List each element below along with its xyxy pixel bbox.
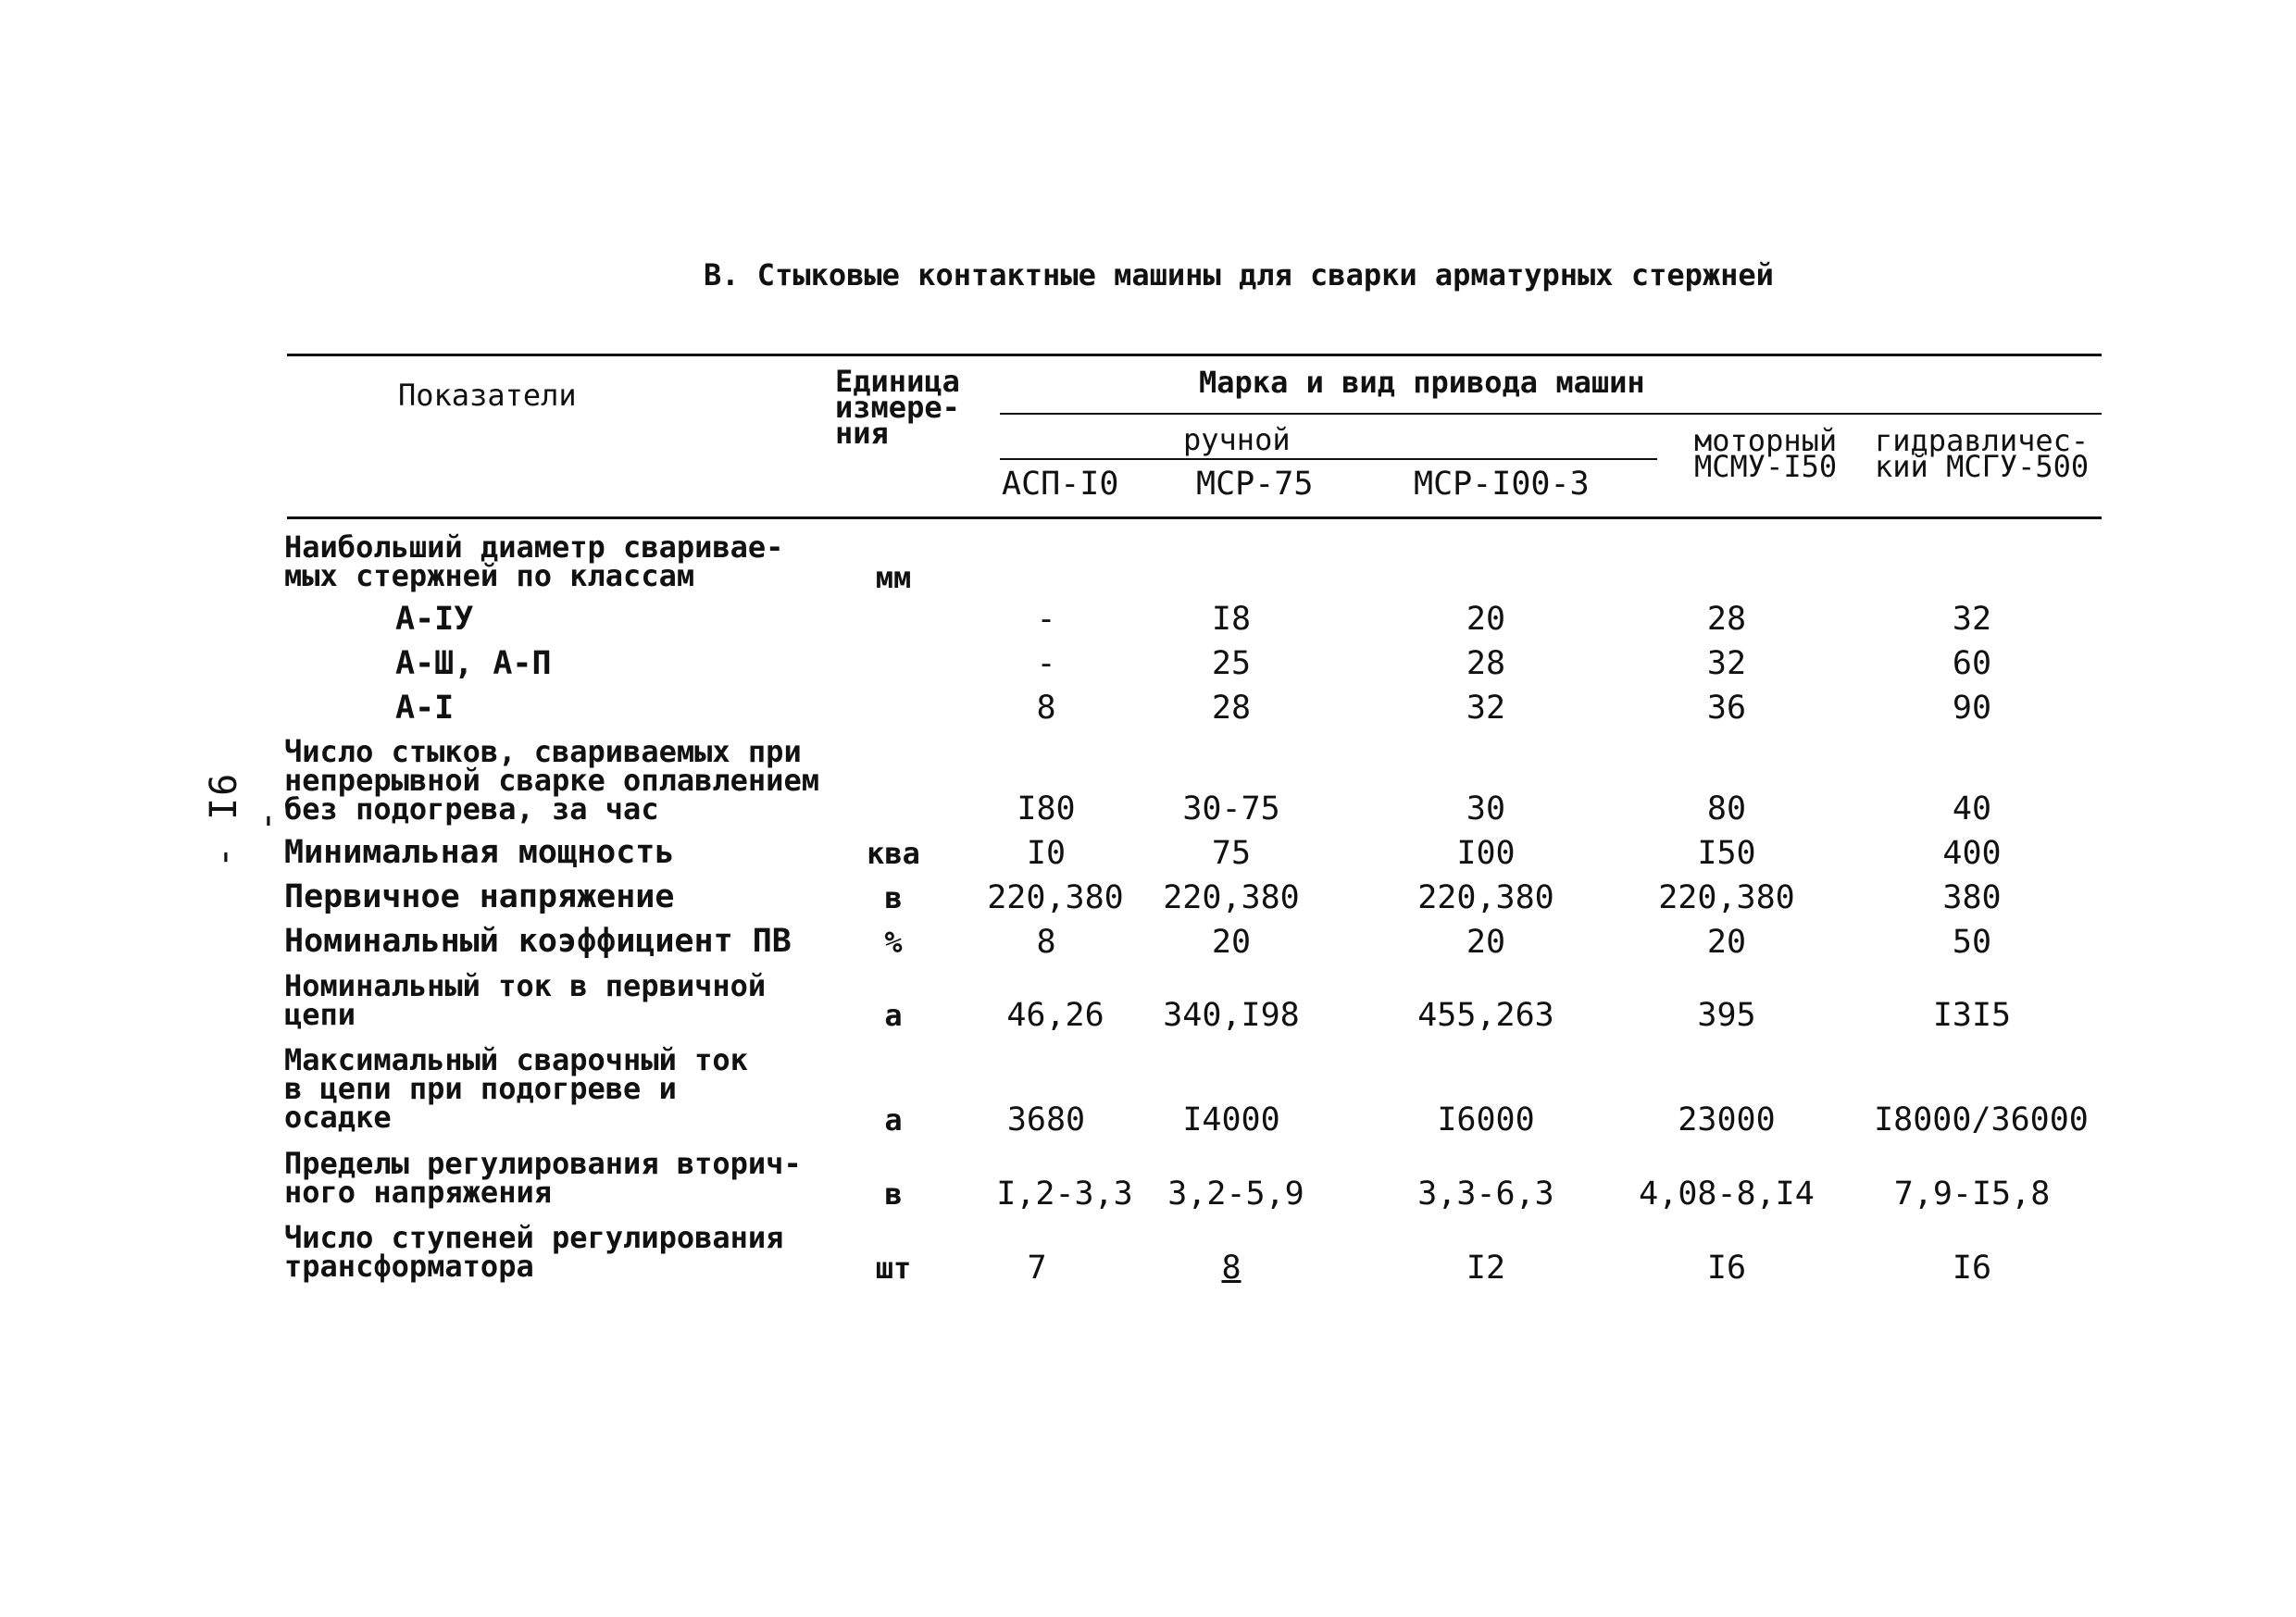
- value-msr75: I4000: [1182, 1101, 1280, 1138]
- value-hydraulic: 50: [1952, 924, 1992, 961]
- value-msr100: 28: [1466, 645, 1506, 682]
- value-msr75: 30-75: [1182, 790, 1280, 827]
- row-label: А-Ш, А-П: [395, 645, 552, 682]
- value-hydraulic: 60: [1952, 645, 1992, 682]
- row-label: Пределы регулирования вторич- ного напряжения: [284, 1146, 802, 1210]
- value-msr100: 220,380: [1417, 879, 1554, 916]
- value-asp: 8: [1036, 924, 1056, 961]
- header-col-asp: АСП-I0: [1002, 466, 1119, 503]
- manual-rule: [1000, 458, 1657, 460]
- row-unit: %: [884, 925, 903, 960]
- header-manual: ручной: [1183, 422, 1291, 457]
- top-rule: [287, 354, 2102, 356]
- value-msr100: 20: [1466, 601, 1506, 638]
- value-motor: I6: [1706, 1250, 1747, 1287]
- value-motor: 4,08-8,I4: [1639, 1175, 1815, 1213]
- value-asp: 7: [1027, 1250, 1047, 1287]
- header-col-msr100: МСР-I00-3: [1414, 466, 1590, 503]
- value-asp: -: [1036, 645, 1056, 682]
- value-asp: I0: [1026, 835, 1067, 872]
- header-motor: моторный МСМУ-I50: [1694, 423, 1838, 484]
- value-hydraulic: 32: [1952, 601, 1992, 638]
- value-msr100: 3,3-6,3: [1417, 1175, 1554, 1213]
- value-msr100: I6000: [1437, 1101, 1535, 1138]
- value-hydraulic: I3I5: [1932, 997, 2012, 1034]
- row-label: Максимальный сварочный ток в цепи при подогреве и осадке: [284, 1042, 748, 1135]
- value-asp: 46,26: [1006, 997, 1104, 1034]
- row-label: Число стыков, свариваемых при непрерывной сварке оплавлением без подогрева, за час: [284, 734, 819, 827]
- row-label: А-I: [395, 690, 455, 727]
- value-asp: -: [1036, 601, 1056, 638]
- row-label: Первичное напряжение: [284, 878, 675, 915]
- value-msr75: 28: [1211, 690, 1252, 727]
- value-asp: 3680: [1006, 1101, 1086, 1138]
- value-msr100: I2: [1466, 1250, 1506, 1287]
- value-msr75: 3,2-5,9: [1167, 1175, 1304, 1213]
- value-asp: I80: [1017, 790, 1076, 827]
- value-motor: 36: [1706, 690, 1747, 727]
- header-indicators: Показатели: [398, 378, 577, 413]
- value-asp: 220,380: [987, 879, 1124, 916]
- row-label: Номинальный ток в первичной цепи: [284, 968, 767, 1032]
- value-msr75: I8: [1211, 601, 1252, 638]
- page-number: - I6 -: [203, 771, 288, 869]
- value-motor: 220,380: [1658, 879, 1795, 916]
- row-unit: а: [884, 998, 903, 1033]
- value-motor: 23000: [1678, 1101, 1776, 1138]
- value-motor: 80: [1706, 790, 1747, 827]
- value-msr100: 20: [1466, 924, 1506, 961]
- row-unit: в: [884, 880, 903, 915]
- row-label: А-IУ: [395, 601, 474, 638]
- value-hydraulic: 7,9-I5,8: [1893, 1175, 2051, 1213]
- value-motor: I50: [1697, 835, 1756, 872]
- value-msr75: 340,I98: [1163, 997, 1300, 1034]
- row-label: Номинальный коэффициент ПВ: [284, 923, 792, 960]
- header-hydraulic: гидравличес- кий МСГУ-500: [1875, 423, 2090, 484]
- value-hydraulic: 90: [1952, 690, 1992, 727]
- header-bottom-rule: [287, 516, 2102, 519]
- value-msr75: 20: [1211, 924, 1252, 961]
- header-brand: Марка и вид привода машин: [1199, 365, 1645, 400]
- value-asp: 8: [1036, 690, 1056, 727]
- value-hydraulic: 400: [1942, 835, 2002, 872]
- row-unit: шт: [875, 1250, 912, 1286]
- value-motor: 20: [1706, 924, 1747, 961]
- row-unit: в: [884, 1176, 903, 1212]
- value-hydraulic: 40: [1952, 790, 1992, 827]
- value-hydraulic: I6: [1952, 1250, 1992, 1287]
- value-msr75: 220,380: [1163, 879, 1300, 916]
- value-hydraulic: I8000/36000: [1874, 1101, 2089, 1138]
- value-msr75: 75: [1211, 835, 1252, 872]
- value-hydraulic: 380: [1942, 879, 2002, 916]
- row-label: Минимальная мощность: [284, 834, 675, 871]
- row-unit: мм: [875, 560, 912, 595]
- table-title: В. Стыковые контактные машины для сварки арматурных стержней: [704, 257, 1774, 292]
- header-col-msr75: МСР-75: [1196, 466, 1314, 503]
- header-unit: Единица измере- ния: [835, 364, 960, 451]
- brand-rule: [1000, 413, 2102, 415]
- value-msr75: 8: [1221, 1250, 1242, 1287]
- value-msr100: 455,263: [1417, 997, 1554, 1034]
- value-msr100: 32: [1466, 690, 1506, 727]
- value-msr75: 25: [1211, 645, 1252, 682]
- value-msr100: 30: [1466, 790, 1506, 827]
- row-unit: а: [884, 1102, 903, 1138]
- value-motor: 32: [1706, 645, 1747, 682]
- value-motor: 395: [1697, 997, 1756, 1034]
- row-unit: ква: [867, 836, 920, 871]
- row-label: Наибольший диаметр сваривае- мых стержней по классам: [284, 529, 784, 593]
- value-asp: I,2-3,3: [996, 1175, 1133, 1213]
- value-motor: 28: [1706, 601, 1747, 638]
- value-msr100: I00: [1456, 835, 1516, 872]
- row-label: Число ступеней регулирования трансформатора: [284, 1220, 784, 1284]
